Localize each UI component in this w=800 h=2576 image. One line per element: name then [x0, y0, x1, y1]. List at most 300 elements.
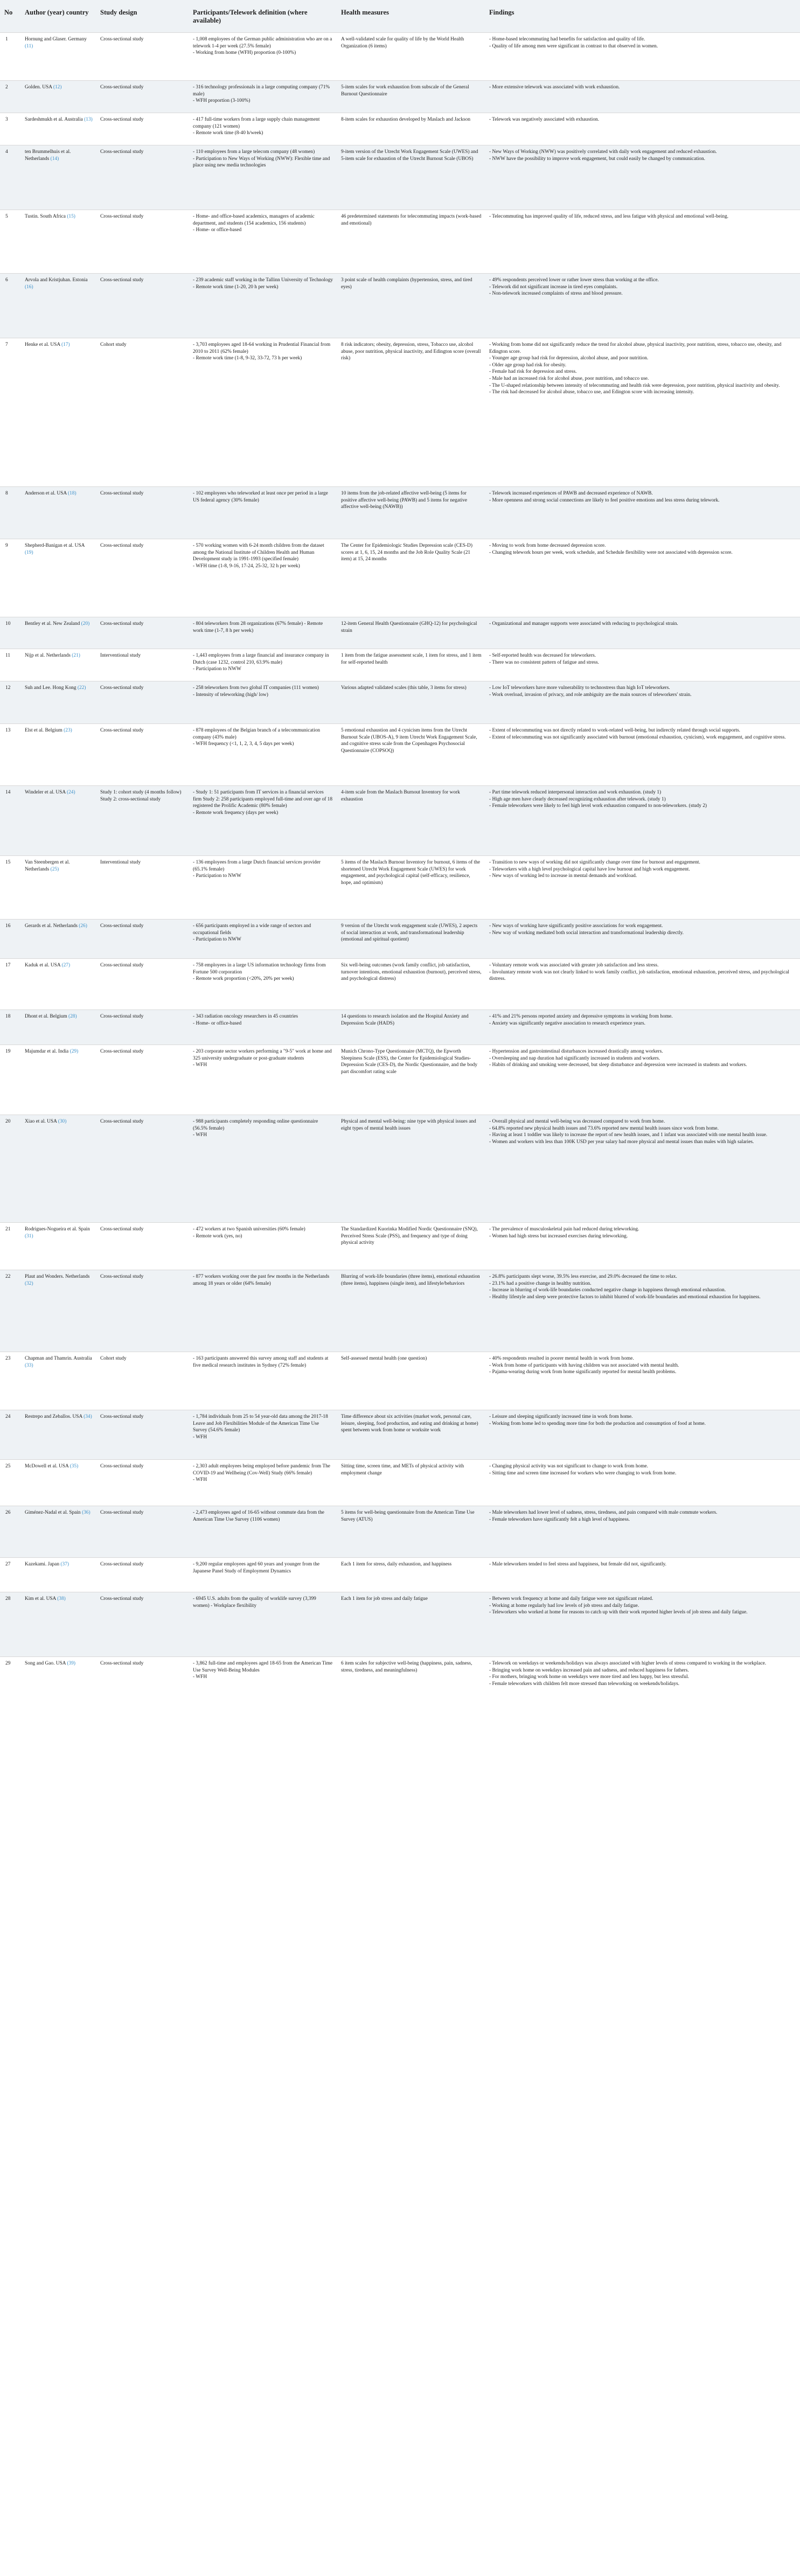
study-design: Cross-sectional study: [100, 1464, 144, 1469]
author-text: Elst et al. Belgium: [25, 728, 62, 733]
author-text: Suh and Lee. Hong Kong: [25, 685, 76, 691]
participants-line: - 877 workers working over the past few months in the Netherlands among 18 years or older (64% female): [193, 1274, 330, 1286]
findings-line: - Part time telework reduced interpersonal interaction and work exhaustion. (study 1): [489, 790, 662, 795]
participants-line: - 163 participants answered this survey among staff and students at five medical research institutes in Sydney (72% female): [193, 1356, 329, 1368]
measures-line: Time difference about six activities (market work, personal care, leisure, sleeping, food production, and eating and drinking at home) spent between work from home or worksite work: [341, 1414, 478, 1433]
study-design: Cross-sectional study: [100, 491, 144, 496]
findings-line: - Work from home of participants with having children was not associated with mental health.: [489, 1362, 679, 1368]
participants-line: - 6945 U.S. adults from the quality of worklife survey (3,399 women) - Workplace flexibility: [193, 1596, 316, 1609]
measures-line: 46 predetermined statements for telecommuting impacts (work-based and emotional): [341, 214, 482, 226]
measures-line: Each 1 item for stress, daily exhaustion, and happiness: [341, 1562, 452, 1567]
findings: [485, 724, 800, 785]
table-row: [0, 486, 800, 539]
findings-line: - Women had high stress but increased exercises during teleworking.: [489, 1233, 628, 1239]
reference-link[interactable]: (27): [61, 963, 71, 968]
row-number: 8: [5, 491, 8, 496]
findings-line: - Older age group had risk for obesity.: [489, 362, 567, 368]
participants-line: - WFH time (1-8, 9-16, 17-24, 25-32, 32 h per week): [193, 563, 300, 569]
health-measures: [337, 1592, 485, 1656]
author-text: Kazekami. Japan: [25, 1562, 60, 1567]
health-measures: [337, 1558, 485, 1592]
row-number: 25: [5, 1464, 11, 1469]
measures-line: Self-assessed mental health (one question): [341, 1356, 427, 1361]
findings-line: - Self-reported health was decreased for teleworkers.: [489, 653, 596, 658]
findings: [485, 1592, 800, 1656]
participants-line: - Remote work time (1-8, 9-32, 33-72, 73 h per week): [193, 356, 302, 361]
reference-link[interactable]: (18): [67, 491, 76, 496]
reference-link[interactable]: (21): [72, 653, 80, 658]
findings-line: - High age men have clearly decreased recognizing exhaustion after telework. (study 1): [489, 796, 666, 802]
measures-line: Munich Chrono-Type Questionnaire (MCTQ), the Epworth Sleepiness Scale (ESS), the Center for Epidemiological Studies-Depression Scale (CES-D), the Nordic Questionnaire, and the body part discomfort rating scale: [341, 1049, 478, 1075]
participants: [189, 145, 337, 210]
findings-line: - 40% respondents resulted in poorer mental health in work from home.: [489, 1356, 634, 1361]
table-row: [0, 1459, 800, 1506]
author-text: Majumdar et al. India: [25, 1049, 69, 1054]
participants-line: - 316 technology professionals in a large computing company (71% male): [193, 85, 330, 97]
author-text: ten Brummelhuis et al. Netherlands: [25, 149, 71, 162]
health-measures: [337, 1352, 485, 1410]
participants-line: - 804 teleworkers from 28 organizations (67% female) - Remote work time (1-7, 8 h per week): [193, 621, 323, 633]
findings: [485, 617, 800, 649]
findings-line: - Teleworkers who worked at home for reasons to catch up with their work reported higher levels of job stress and daily fatigue.: [489, 1610, 748, 1616]
findings-line: - Involuntary remote work was not clearly linked to work family conflict, job satisfaction, emotional exhaustion, perceived stress, and psychological distress.: [489, 969, 789, 982]
health-measures: [337, 145, 485, 210]
findings-line: - Working from home did not significantly reduce the trend for alcohol abuse, physical inactivity, poor nutrition, stress, tobacco use, obesity, and Edington score.: [489, 342, 782, 354]
row-number: 9: [5, 543, 8, 548]
author-country: [20, 1115, 96, 1222]
participants-line: - Working from home (WFH) proportion (0-100%): [193, 50, 296, 56]
findings-line: - 41% and 21% persons reported anxiety and depressive symptoms in working from home.: [489, 1014, 673, 1019]
participants-line: - Participation to NWW: [193, 666, 241, 672]
author-country: [20, 681, 96, 723]
participants: [189, 1223, 337, 1270]
reference-link[interactable]: (13): [84, 117, 93, 122]
reference-link[interactable]: (25): [50, 866, 59, 872]
participants: [189, 649, 337, 681]
table-row: [0, 1222, 800, 1270]
study-design: Cross-sectional study: [100, 117, 144, 122]
participants-line: - 110 employees from a large telecom company (48 women): [193, 149, 315, 155]
findings-line: - Telecommuting has improved quality of life, reduced stress, and less fatigue with physical and emotional well-being.: [489, 214, 729, 219]
row-number: 18: [5, 1014, 11, 1019]
participants-line: - Remote work proportion (<20%, 20% per week): [193, 976, 294, 982]
author-country: [20, 1010, 96, 1045]
participants-line: - 239 academic staff working in the Tallinn University of Technology - Remote work time (1-20, 20 h per week): [193, 277, 333, 290]
study-design: Cross-sectional study: [100, 1510, 144, 1515]
table-row: [0, 1009, 800, 1045]
participants-line: - Study 1: 51 participants from IT services in a financial services firm Study 2: 258 participants employed full-time and over age of 18 registered the Prolific Academic (80% female): [193, 790, 333, 809]
reference-link[interactable]: (24): [67, 790, 75, 795]
health-measures: [337, 113, 485, 145]
participants-line: - Remote work time (8-40 h/week): [193, 130, 263, 136]
study-design: Cross-sectional study: [100, 1274, 144, 1279]
measures-line: 5 emotional exhaustion and 4 cynicism items from the Utrecht Burnout Scale (UBOS-A), 9 item Utrecht Work Engagement Scale, and cognitive stress scale from the Copenhagen Psychosocial Questionnaire (COPSOQ): [341, 728, 477, 754]
author-text: Chapman and Thamrin. Australia: [25, 1356, 92, 1361]
header-author: Author (year) country: [25, 9, 89, 16]
row-number: 16: [5, 923, 11, 929]
findings-line: - New ways of working led to increase in mental demands and workload.: [489, 873, 637, 879]
author-text: Tustin. South Africa: [25, 214, 66, 219]
measures-line: 12-item General Health Questionnaire (GHQ-12) for psychological strain: [341, 621, 477, 633]
findings-line: - Younger age group had risk for depression, alcohol abuse, and poor nutrition.: [489, 356, 649, 361]
health-measures: [337, 649, 485, 681]
reference-link[interactable]: (11): [25, 43, 33, 49]
table-row: [0, 723, 800, 785]
health-measures: [337, 81, 485, 113]
participants-line: - 417 full-time workers from a large supply chain management company (121 women): [193, 117, 320, 129]
findings-line: - Working at home regularly had low levels of job stress and daily fatigue.: [489, 1603, 639, 1609]
health-measures: [337, 959, 485, 1009]
study-design: Cross-sectional study: [100, 1414, 144, 1419]
reference-link[interactable]: (35): [69, 1464, 79, 1469]
row-number: 26: [5, 1510, 11, 1515]
findings: [485, 338, 800, 486]
reference-link[interactable]: (20): [81, 621, 90, 626]
health-measures: [337, 1657, 485, 1745]
measures-line: The Standardized Kuorinka Modified Nordic Questionnaire (SNQ), Perceived Stress Scale (PSS), and frequency and type of doing physical activity: [341, 1227, 478, 1246]
measures-line: Blurring of work-life boundaries (three items), emotional exhaustion (three items), happiness (single item), and lifestyle/behaviors: [341, 1274, 480, 1286]
participants: [189, 1045, 337, 1115]
findings-line: - Increase in blurring of work-life boundaries conducted negative change in happiness through emotional exhaustion.: [489, 1287, 726, 1293]
author-text: Henke et al. USA: [25, 342, 60, 347]
measures-line: 5-item scales for work exhaustion from subscale of the General Burnout Questionnaire: [341, 85, 469, 97]
findings: [485, 1115, 800, 1222]
findings: [485, 681, 800, 723]
participants-line: - 1,443 employees from a large financial and insurance company in Dutch (case 1232, control 210, 63.9% male): [193, 653, 329, 665]
findings: [485, 1657, 800, 1745]
participants: [189, 210, 337, 273]
findings-line: - More openness and strong social connections are likely to feel positive emotions and less stress during telework.: [489, 497, 720, 503]
findings: [485, 1010, 800, 1045]
findings-line: - Changing physical activity was not significant to change to work from home.: [489, 1464, 648, 1469]
findings: [485, 113, 800, 145]
findings-line: - Habits of drinking and smoking were decreased, but sleep disturbance and depression were increased in students and workers.: [489, 1062, 747, 1068]
participants-line: - WFH: [193, 1674, 207, 1680]
reference-link[interactable]: (36): [81, 1510, 91, 1515]
table-row: [0, 1592, 800, 1656]
row-number: 29: [5, 1661, 11, 1666]
study-design: Cross-sectional study: [100, 1227, 144, 1232]
table-row: [0, 681, 800, 723]
author-country: [20, 959, 96, 1009]
findings: [485, 920, 800, 958]
findings: [485, 210, 800, 273]
findings-line: - The prevalence of musculoskeletal pain had reduced during teleworking.: [489, 1227, 639, 1232]
measures-line: 8-item scales for exhaustion developed by Maslach and Jackson: [341, 117, 471, 122]
findings-line: - Female had risk for depression and stress.: [489, 369, 577, 375]
participants: [189, 1352, 337, 1410]
health-measures: [337, 487, 485, 539]
reference-link[interactable]: (16): [25, 284, 33, 290]
author-text: Giménez-Nadal et al. Spain: [25, 1510, 81, 1515]
reference-link[interactable]: (19): [25, 549, 33, 555]
health-measures: [337, 1010, 485, 1045]
findings: [485, 856, 800, 919]
author-country: [20, 33, 96, 80]
table-row: [0, 855, 800, 919]
participants-line: - Participation to New Ways of Working (NWW): Flexible time and place using new media technologies: [193, 156, 330, 169]
findings-line: - Telework on weekdays or weekends/holidays was always associated with higher levels of stress compared to working in the workplace.: [489, 1661, 767, 1666]
participants: [189, 1010, 337, 1045]
study-design: Cross-sectional study: [100, 149, 144, 155]
study-design: Interventional study: [100, 653, 141, 658]
findings: [485, 539, 800, 617]
reference-link[interactable]: (33): [25, 1362, 33, 1368]
findings-line: - Transition to new ways of working did not significantly change over time for burnout and engagement.: [489, 860, 700, 865]
author-text: Shepherd-Banigan et al. USA: [25, 543, 85, 548]
participants-line: - Home- or office-based: [193, 1020, 242, 1026]
table-row: [0, 1557, 800, 1592]
participants-line: - Participation to NWW: [193, 937, 241, 943]
findings: [485, 959, 800, 1009]
measures-line: Physical and mental well-being: nine type with physical issues and eight types of mental health issues: [341, 1119, 476, 1131]
author-country: [20, 617, 96, 649]
health-measures: [337, 1223, 485, 1270]
author-country: [20, 1592, 96, 1656]
author-country: [20, 649, 96, 681]
reference-link[interactable]: (12): [53, 85, 62, 90]
findings-line: - Extent of telecommuting was not significantly associated with burnout (emotional exhaustion, cynicism), work engagement, and cognitive stress.: [489, 734, 786, 740]
row-number: 2: [5, 85, 8, 90]
findings-line: - New Ways of Working (NWW) was positively correlated with daily work engagement and reduced exhaustion.: [489, 149, 717, 155]
findings-line: - Quality of life among men were significant in contrast to that observed in women.: [489, 43, 658, 49]
health-measures: [337, 724, 485, 785]
health-measures: [337, 681, 485, 723]
header-findings: Findings: [489, 9, 514, 16]
reference-link[interactable]: (37): [60, 1562, 69, 1567]
measures-line: 3 point scale of health complaints (hypertension, stress, and tired eyes): [341, 277, 472, 290]
participants: [189, 113, 337, 145]
reference-link[interactable]: (30): [58, 1119, 67, 1124]
reference-link[interactable]: (14): [50, 156, 59, 162]
author-country: [20, 274, 96, 338]
table-row: [0, 617, 800, 649]
author-text: Song and Gao. USA: [25, 1661, 66, 1666]
author-country: [20, 1352, 96, 1410]
study-design: Cross-sectional study: [100, 1661, 144, 1666]
author-text: Plaut and Wonders. Netherlands: [25, 1274, 90, 1279]
findings-line: - Male teleworkers had lower level of sadness, stress, tiredness, and pain compared with male commute workers.: [489, 1510, 718, 1515]
author-country: [20, 113, 96, 145]
reference-link[interactable]: (23): [64, 728, 72, 733]
participants-line: - WFH frequency (<1, 1, 2, 3, 4, 5 days per week): [193, 741, 294, 747]
participants: [189, 617, 337, 649]
findings: [485, 274, 800, 338]
reference-link[interactable]: (38): [57, 1596, 66, 1602]
health-measures: [337, 617, 485, 649]
findings-line: - 23.1% had a positive change in healthy nutrition.: [489, 1280, 592, 1286]
author-country: [20, 920, 96, 958]
findings-line: - Non-telework increased complaints of stress and blood pressure.: [489, 291, 623, 297]
measures-line: 9-item version of the Utrecht Work Engagement Scale (UWES) and 5-item scale for exhaustion of the Utrecht Burnout Scale (UBOS): [341, 149, 478, 162]
participants: [189, 681, 337, 723]
table-row: [0, 1656, 800, 1745]
findings-line: - Women and workers with less than 100K USD per year salary had more physical and mental issues than males with high salaries.: [489, 1139, 754, 1145]
author-country: [20, 145, 96, 210]
participants: [189, 786, 337, 855]
findings-line: - Male had an increased risk for alcohol abuse, poor nutrition, and tobacco use.: [489, 375, 649, 381]
findings-line: - Low IoT teleworkers have more vulnerability to technostress than high IoT teleworkers.: [489, 685, 670, 691]
row-number: 5: [5, 214, 8, 219]
health-measures: [337, 274, 485, 338]
author-text: Gerards et al. Netherlands: [25, 923, 78, 929]
reference-link[interactable]: (28): [68, 1014, 77, 1019]
participants: [189, 81, 337, 113]
health-measures: [337, 1115, 485, 1222]
reference-link[interactable]: (22): [77, 685, 86, 691]
reference-link[interactable]: (29): [69, 1049, 79, 1054]
participants: [189, 274, 337, 338]
row-number: 22: [5, 1274, 11, 1279]
health-measures: [337, 210, 485, 273]
findings: [485, 1460, 800, 1506]
reference-link[interactable]: (17): [61, 342, 70, 347]
participants: [189, 338, 337, 486]
participants: [189, 920, 337, 958]
findings-line: - For mothers, bringing work home on weekdays were more tired and less happy, but less stressful.: [489, 1674, 689, 1680]
participants-line: - WFH: [193, 1132, 207, 1138]
participants-line: - 656 participants employed in a wide range of sectors and occupational fields: [193, 923, 311, 936]
findings-line: - Voluntary remote work was associated with greater job satisfaction and less stress.: [489, 963, 659, 968]
participants: [189, 1115, 337, 1222]
findings: [485, 1045, 800, 1115]
row-number: 12: [5, 685, 11, 691]
participants: [189, 724, 337, 785]
table-row: [0, 80, 800, 113]
findings-line: - Healthy lifestyle and sleep were protective factors to inhibit blurred of work-life boundaries and emotional exhaustion for happiness.: [489, 1294, 761, 1300]
author-country: [20, 1270, 96, 1352]
findings: [485, 649, 800, 681]
author-text: Restrepo and Zeballos. USA: [25, 1414, 82, 1419]
study-design: Interventional study: [100, 860, 141, 865]
findings: [485, 145, 800, 210]
header-participants: Participants/Telework definition (where available): [193, 9, 308, 24]
health-measures: [337, 786, 485, 855]
study-design: Cross-sectional study: [100, 543, 144, 548]
study-design: Cross-sectional study: [100, 728, 144, 733]
table-row: [0, 1352, 800, 1410]
author-country: [20, 487, 96, 539]
measures-line: The Center for Epidemiologic Studies Depression scale (CES-D) scores at 1, 6, 15, 24 months and the Job Role Quality Scale (21 item) at 15, 24 months: [341, 543, 472, 562]
findings: [485, 81, 800, 113]
participants: [189, 1558, 337, 1592]
author-country: [20, 856, 96, 919]
reference-link[interactable]: (31): [25, 1233, 33, 1239]
participants-line: - 1,784 individuals from 25 to 54 year-old data among the 2017-18 Leave and Job Flexibilities Module of the American Time Use Survey (54.6% female): [193, 1414, 328, 1433]
study-design: Study 1: cohort study (4 months follow) Study 2: cross-sectional study: [100, 790, 182, 802]
author-text: McDowell et al. USA: [25, 1464, 69, 1469]
participants: [189, 1592, 337, 1656]
study-design: Cohort study: [100, 342, 127, 347]
findings-line: - The U-shaped relationship between intensity of telecommuting and health risk were depression, poor nutrition, physical inactivity and obesity.: [489, 382, 780, 388]
table-row: [0, 1115, 800, 1222]
participants-line: - Remote work (yes, no): [193, 1233, 242, 1239]
measures-line: Sitting time, screen time, and METs of physical activity with employment change: [341, 1464, 464, 1476]
author-country: [20, 338, 96, 486]
health-measures: [337, 33, 485, 80]
participants-line: - 878 employees of the Belgian branch of a telecommunication company (43% male): [193, 728, 321, 740]
participants-line: - 2,303 adult employees being employed before pandemic from The COVID-19 and Wellbeing (Cov-Well) Study (66% female): [193, 1464, 330, 1476]
row-number: 15: [5, 860, 11, 865]
row-number: 13: [5, 728, 11, 733]
header-no: No: [4, 9, 13, 16]
findings: [485, 1352, 800, 1410]
participants: [189, 1410, 337, 1459]
author-text: Nijp et al. Netherlands: [25, 653, 71, 658]
participants-line: - Remote work frequency (days per week): [193, 810, 279, 816]
reference-link[interactable]: (32): [25, 1280, 33, 1286]
measures-line: 8 risk indicators; obesity, depression, stress, Tobacco use, alcohol abuse, poor nutrition, physical inactivity, and Edington score (overall risk): [341, 342, 481, 361]
participants: [189, 1270, 337, 1352]
reference-link[interactable]: (26): [79, 923, 87, 929]
author-country: [20, 1223, 96, 1270]
health-measures: [337, 338, 485, 486]
findings-line: - Organizational and manager supports were associated with reducing to psychological strain.: [489, 621, 678, 626]
author-text: Hornung and Glaser. Germany: [25, 37, 87, 42]
author-text: Xiao et al. USA: [25, 1119, 57, 1124]
table-row: [0, 785, 800, 855]
table-row: [0, 1270, 800, 1352]
health-measures: [337, 539, 485, 617]
participants-line: - 258 teleworkers from two global IT companies (111 women): [193, 685, 319, 691]
measures-line: 10 items from the job-related affective well-being (5 items for positive affective well-being (PAWB) and 5 items for negative affective well-being (NAWB)): [341, 491, 468, 510]
participants: [189, 1506, 337, 1557]
row-number: 14: [5, 790, 11, 795]
findings-line: - Telework did not significant increase in tired eyes complaints.: [489, 284, 618, 290]
study-design: Cross-sectional study: [100, 1119, 144, 1124]
table-row: [0, 273, 800, 338]
reference-link[interactable]: (15): [67, 214, 75, 219]
findings-line: - Teleworkers with a high level psychological capital have low burnout and high work engagement.: [489, 866, 690, 872]
health-measures: [337, 1270, 485, 1352]
participants-line: - 9,200 regular employees aged 60 years and younger from the Japanese Panel Study of Employment Dynamics: [193, 1562, 320, 1574]
measures-line: 1 item from the fatigue assessment scale, 1 item for stress, and 1 item for self-reported health: [341, 653, 482, 665]
participants-line: - Home- or office-based: [193, 227, 242, 233]
study-design: Cross-sectional study: [100, 621, 144, 626]
participants-line: - Intensity of teleworking (high/ low): [193, 692, 268, 698]
findings-line: - New ways of working have significantly positive associations for work engagement.: [489, 923, 663, 929]
findings-line: - Female teleworkers have significantly felt a high level of happiness.: [489, 1516, 630, 1522]
health-measures: [337, 856, 485, 919]
reference-link[interactable]: (39): [67, 1661, 76, 1666]
table-row: [0, 32, 800, 80]
row-number: 23: [5, 1356, 11, 1361]
reference-link[interactable]: (34): [84, 1414, 92, 1419]
participants-line: - 203 corporate sector workers performing a "9-5" work at home and 325 university undergraduate or post-graduate students: [193, 1049, 332, 1061]
participants-line: - 570 working women with 6-24 month children from the dataset among the National Institute of Children Health and Human Development study in 1991-1993 (specified female): [193, 543, 324, 562]
health-measures: [337, 1410, 485, 1459]
measures-line: 9 version of the Utrecht work engagement scale (UWES), 2 aspects of social interaction at work, and transformational leadership (emotional and spiritual quotient): [341, 923, 478, 943]
row-number: 21: [5, 1227, 11, 1232]
health-measures: [337, 1460, 485, 1506]
participants: [189, 539, 337, 617]
participants-line: - WFH: [193, 1062, 207, 1068]
findings-line: - Telework was negatively associated with exhaustion.: [489, 117, 600, 122]
author-text: Bentley et al. New Zealand: [25, 621, 80, 626]
findings-line: - Working from home led to spending more time for both the production and consumption of food at home.: [489, 1421, 706, 1426]
findings-line: - New way of working mediated both social interaction and transformational leadership directly.: [489, 930, 684, 936]
findings-line: - Anxiety was significantly negative association to research experience years.: [489, 1020, 645, 1026]
author-country: [20, 1558, 96, 1592]
row-number: 19: [5, 1049, 11, 1054]
measures-line: 4-item scale from the Maslach Burnout Inventory for work exhaustion: [341, 790, 460, 802]
findings-line: - There was no consistent pattern of fatigue and stress.: [489, 659, 599, 665]
findings-line: - Bringing work home on weekdays increased pain and sadness, and reduced happiness for fathers.: [489, 1667, 689, 1673]
header-health-measures: Health measures: [341, 9, 389, 16]
participants-line: - 136 employees from a large Dutch financial services provider (65.1% female): [193, 860, 321, 872]
participants-line: - 343 radiation oncology researchers in 45 countries: [193, 1014, 298, 1019]
findings-line: - Leisure and sleeping significantly increased time in work from home.: [489, 1414, 633, 1419]
